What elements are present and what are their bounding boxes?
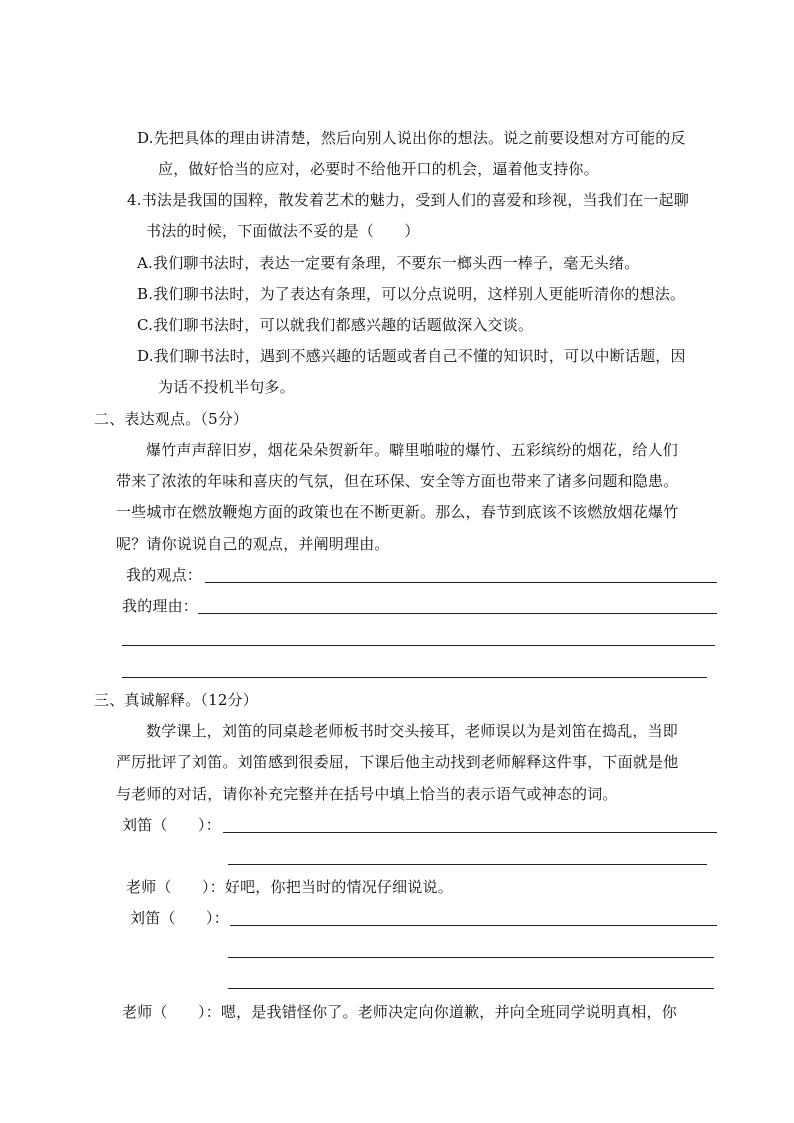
q4-stem-line1: 4.书法是我国的国粹，散发着艺术的魅力，受到人们的喜爱和珍视，当我们在一起聊 — [127, 191, 689, 209]
section2-para-line4: 呢？请你说说自己的观点，并阐明理由。 — [116, 535, 390, 553]
liudi-answer-line-2a[interactable] — [230, 925, 717, 926]
liudi-answer-line-1a[interactable] — [223, 832, 717, 833]
reason-label: 我的理由： — [122, 597, 199, 615]
q4-option-d-line2: 为话不投机半句多。 — [158, 378, 295, 396]
liudi-answer-line-2b[interactable] — [228, 957, 714, 958]
section3-para-line1: 数学课上，刘笛的同桌趁老师板书时交头接耳，老师误以为是刘笛在捣乱，当即 — [146, 722, 679, 740]
q4-option-a: A.我们聊书法时，表达一定要有条理，不要东一榔头西一棒子，毫无头绪。 — [137, 254, 640, 272]
q4-stem-line2: 书法的时候，下面做法不妥的是（ ） — [146, 222, 420, 240]
reason-answer-line-1[interactable] — [198, 613, 717, 614]
section2-para-line3: 一些城市在燃放鞭炮方面的政策也在不断更新。那么，春节到底该不该燃放烟花爆竹 — [116, 503, 679, 521]
teacher-line-1: 老师（ ）：好吧，你把当时的情况仔细说说。 — [126, 878, 453, 896]
q3-option-d-line2: 应，做好恰当的应对，必要时不给他开口的机会，逼着他支持你。 — [158, 160, 599, 178]
liudi-answer-line-2c[interactable] — [228, 988, 714, 989]
section2-para-line1: 爆竹声声辞旧岁，烟花朵朵贺新年。噼里啪啦的爆竹、五彩缤纷的烟花，给人们 — [146, 441, 679, 459]
q4-option-d-line1: D.我们聊书法时，遇到不感兴趣的话题或者自己不懂的知识时，可以中断话题，因 — [137, 347, 686, 365]
section2-heading: 二、表达观点。（5分） — [94, 410, 249, 428]
section3-para-line2: 严厉批评了刘笛。刘笛感到很委屈，下课后他主动找到老师解释这件事，下面就是他 — [116, 753, 679, 771]
q4-option-c: C.我们聊书法时，可以就我们都感兴趣的话题做深入交谈。 — [137, 316, 534, 334]
teacher-line-2: 老师（ ）：嗯，是我错怪你了。老师决定向你道歉，并向全班同学说明真相，你 — [122, 1003, 677, 1021]
viewpoint-label: 我的观点： — [126, 566, 203, 584]
section3-para-line3: 与老师的对话，请你补充完整并在括号中填上恰当的表示语气或神态的词。 — [116, 785, 618, 803]
liudi-answer-line-1b[interactable] — [228, 864, 707, 865]
q4-option-b: B.我们聊书法时，为了表达有条理，可以分点说明，这样别人更能听清你的想法。 — [137, 285, 686, 303]
q3-option-d-line1: D.先把具体的理由讲清楚，然后向别人说出你的想法。说之前要设想对方可能的反 — [137, 129, 686, 147]
reason-answer-line-2[interactable] — [122, 645, 715, 646]
liudi-label-2: 刘笛（ ）： — [130, 909, 229, 927]
section3-heading: 三、真诚解释。（12分） — [94, 691, 258, 709]
reason-answer-line-3[interactable] — [122, 677, 707, 678]
viewpoint-answer-line[interactable] — [205, 582, 717, 583]
section2-para-line2: 带来了浓浓的年味和喜庆的气氛，但在环保、安全等方面也带来了诸多问题和隐患。 — [116, 472, 679, 490]
liudi-label-1: 刘笛（ ）： — [122, 816, 221, 834]
